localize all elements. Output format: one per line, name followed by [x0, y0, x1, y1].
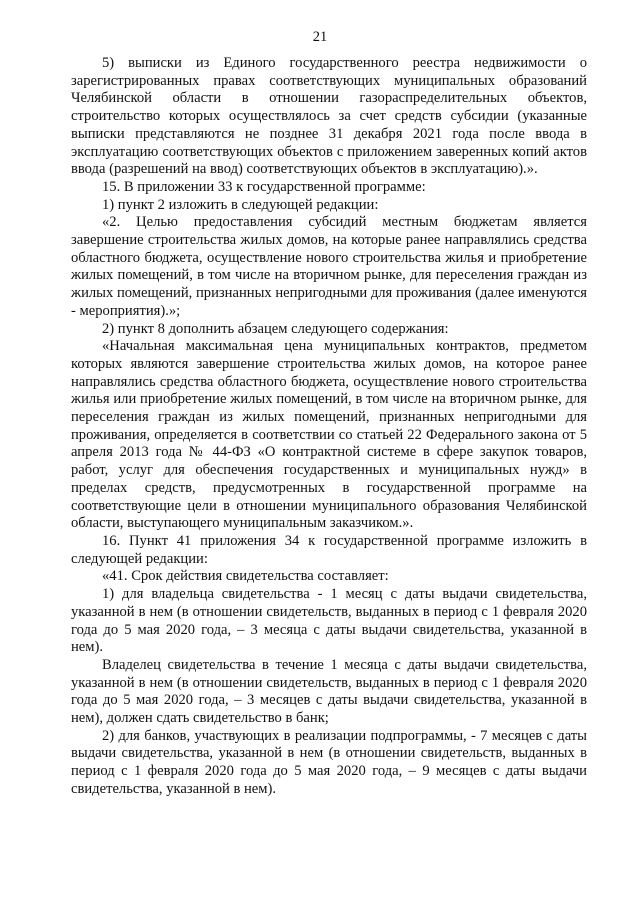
paragraph-extracts: 5) выписки из Единого государственного реестра недвижимости о зарегистрированных правах соответствующих муниципальных образований Челябинской области в отношении газораспределительных объектов, строительство которых осуществлялось за счет средств субсидии (указанные выписки представляются не позднее 31 декабря 2021 года после ввода в эксплуатацию соответствующих объектов с приложением заверенных копий актов ввода (разрешений на ввод) соответствующих объектов в эксплуатацию).».: [71, 55, 587, 178]
paragraph-bank-term: 2) для банков, участвующих в реализации подпрограммы, - 7 месяцев с даты выдачи свидетельства, указанной в нем (в отношении свидетельств, выданных в период с 1 февраля 2020 года до 5 мая 2020 года, – 9 месяцев с даты выдачи свидетельства, указанной в нем).: [71, 727, 587, 797]
paragraph-quote-contract-price: «Начальная максимальная цена муниципальных контрактов, предметом которых являются завершение строительства жилых домов, на которое ранее направлялись средства областного бюджета, осуществление нового строительства жилья или приобретение жилых помещений, в том числе на вторичном рынке, для переселения граждан из жилых помещений, признанных непригодными для проживания, определяется в соответствии со статьей 22 Федерального закона от 5 апреля 2013 года № 44-ФЗ «О контрактной системе в сфере закупок товаров, работ, услуг для обеспечения государственных и муниципальных нужд» в пределах средств, предусмотренных в государственной программе на соответствующие цели в отношении муниципального образования Челябинской области, выступающего муниципальным заказчиком.».: [71, 338, 587, 532]
paragraph-subitem-2: 2) пункт 8 дополнить абзацем следующего содержания:: [102, 320, 449, 337]
paragraph-subitem-1: 1) пункт 2 изложить в следующей редакции:: [102, 196, 379, 213]
page-number: 21: [312, 29, 328, 45]
paragraph-item-16: 16. Пункт 41 приложения 34 к государственной программе изложить в следующей редакции:: [71, 532, 587, 567]
document-body: [71, 55, 587, 799]
paragraph-quote-goal: «2. Целью предоставления субсидий местным бюджетам является завершение строительства жилых домов, на которые ранее направлялись средства областного бюджета, осуществление нового строительства жилья и приобретение жилых помещений, в том числе на вторичном рынке, для переселения граждан из жилых помещений, признанных непригодными для проживания (далее именуются - мероприятия).»;: [71, 214, 587, 319]
paragraph-item-15: 15. В приложении 33 к государственной программе:: [102, 178, 426, 195]
paragraph-quote-41: «41. Срок действия свидетельства составляет:: [102, 568, 389, 585]
paragraph-owner-term: 1) для владельца свидетельства - 1 месяц с даты выдачи свидетельства, указанной в нем (в отношении свидетельств, выданных в период с 1 февраля 2020 года до 5 мая 2020 года, – 3 месяца с даты выдачи свидетельства, указанной в нем).: [71, 586, 587, 656]
paragraph-owner-obligation: Владелец свидетельства в течение 1 месяца с даты выдачи свидетельства, указанной в нем (в отношении свидетельств, выданных в период с 1 февраля 2020 года до 5 мая 2020 года, – 3 месяцев с даты выдачи свидетельства, указанной в нем), должен сдать свидетельство в банк;: [71, 656, 587, 727]
